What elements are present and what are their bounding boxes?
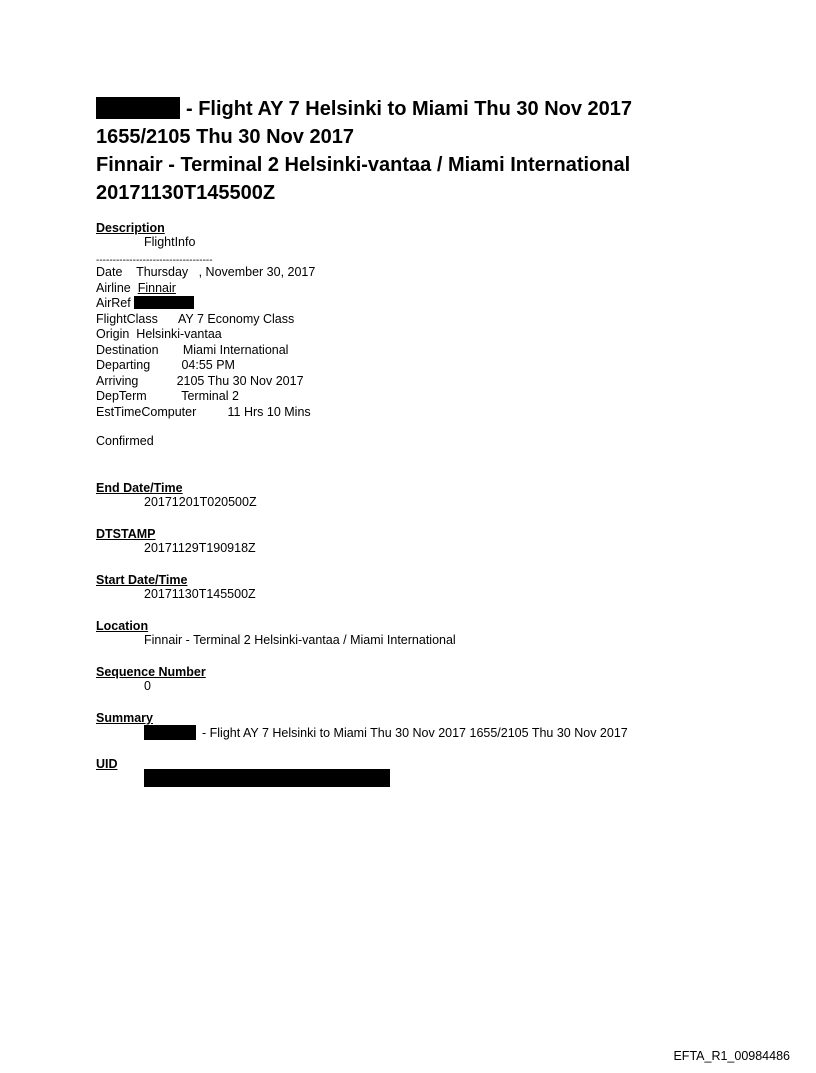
title-line-1: - Flight AY 7 Helsinki to Miami Thu 30 Nov 2017 [96,95,776,123]
flight-info-block [96,256,315,420]
info-row-airline: Airline Finnair [96,280,176,295]
end-datetime-heading: End Date/Time [96,481,183,495]
uid-heading: UID [96,757,118,771]
title-line-3: Finnair - Terminal 2 Helsinki-vantaa / Miami International [96,154,631,176]
info-row-origin: Origin Helsinki-vantaa [96,327,222,341]
title-line-2: 1655/2105 Thu 30 Nov 2017 [96,126,354,148]
end-datetime-value: 20171201T020500Z [144,495,257,509]
info-row-airref: AirRef [96,296,315,312]
info-row-depterm: DepTerm Terminal 2 [96,389,239,403]
location-value: Finnair - Terminal 2 Helsinki-vantaa / Miami International [144,633,456,647]
dtstamp-value: 20171129T190918Z [144,541,256,555]
document-title [96,95,776,207]
start-datetime-heading: Start Date/Time [96,573,188,587]
summary-value: - Flight AY 7 Helsinki to Miami Thu 30 Nov 2017 1655/2105 Thu 30 Nov 2017 [144,725,628,741]
title-line-4: 20171130T145500Z [96,182,276,204]
start-datetime-value: 20171130T145500Z [144,587,256,601]
info-row-destination: Destination Miami International [96,342,289,357]
document-id-footer: EFTA_R1_00984486 [673,1049,790,1063]
info-row-arriving: Arriving 2105 Thu 30 Nov 2017 [96,373,304,388]
info-row-date: Date Thursday , November 30, 2017 [96,265,316,279]
summary-heading: Summary [96,711,153,725]
redaction-block [96,97,180,119]
sequence-value: 0 [144,679,151,693]
location-heading: Location [96,619,149,633]
description-value: FlightInfo [144,235,196,249]
separator-line: ----------------------------------- [96,255,213,266]
sequence-heading: Sequence Number [96,665,206,679]
redaction-block [134,296,194,309]
info-row-flightclass: FlightClass AY 7 Economy Class [96,311,295,326]
status-text: Confirmed [96,434,154,448]
uid-redaction-block [144,769,390,787]
redaction-block [144,725,196,740]
info-row-esttime: EstTimeComputer 11 Hrs 10 Mins [96,404,311,419]
description-heading: Description [96,221,165,235]
dtstamp-heading: DTSTAMP [96,527,156,541]
info-row-departing: Departing 04:55 PM [96,358,235,372]
